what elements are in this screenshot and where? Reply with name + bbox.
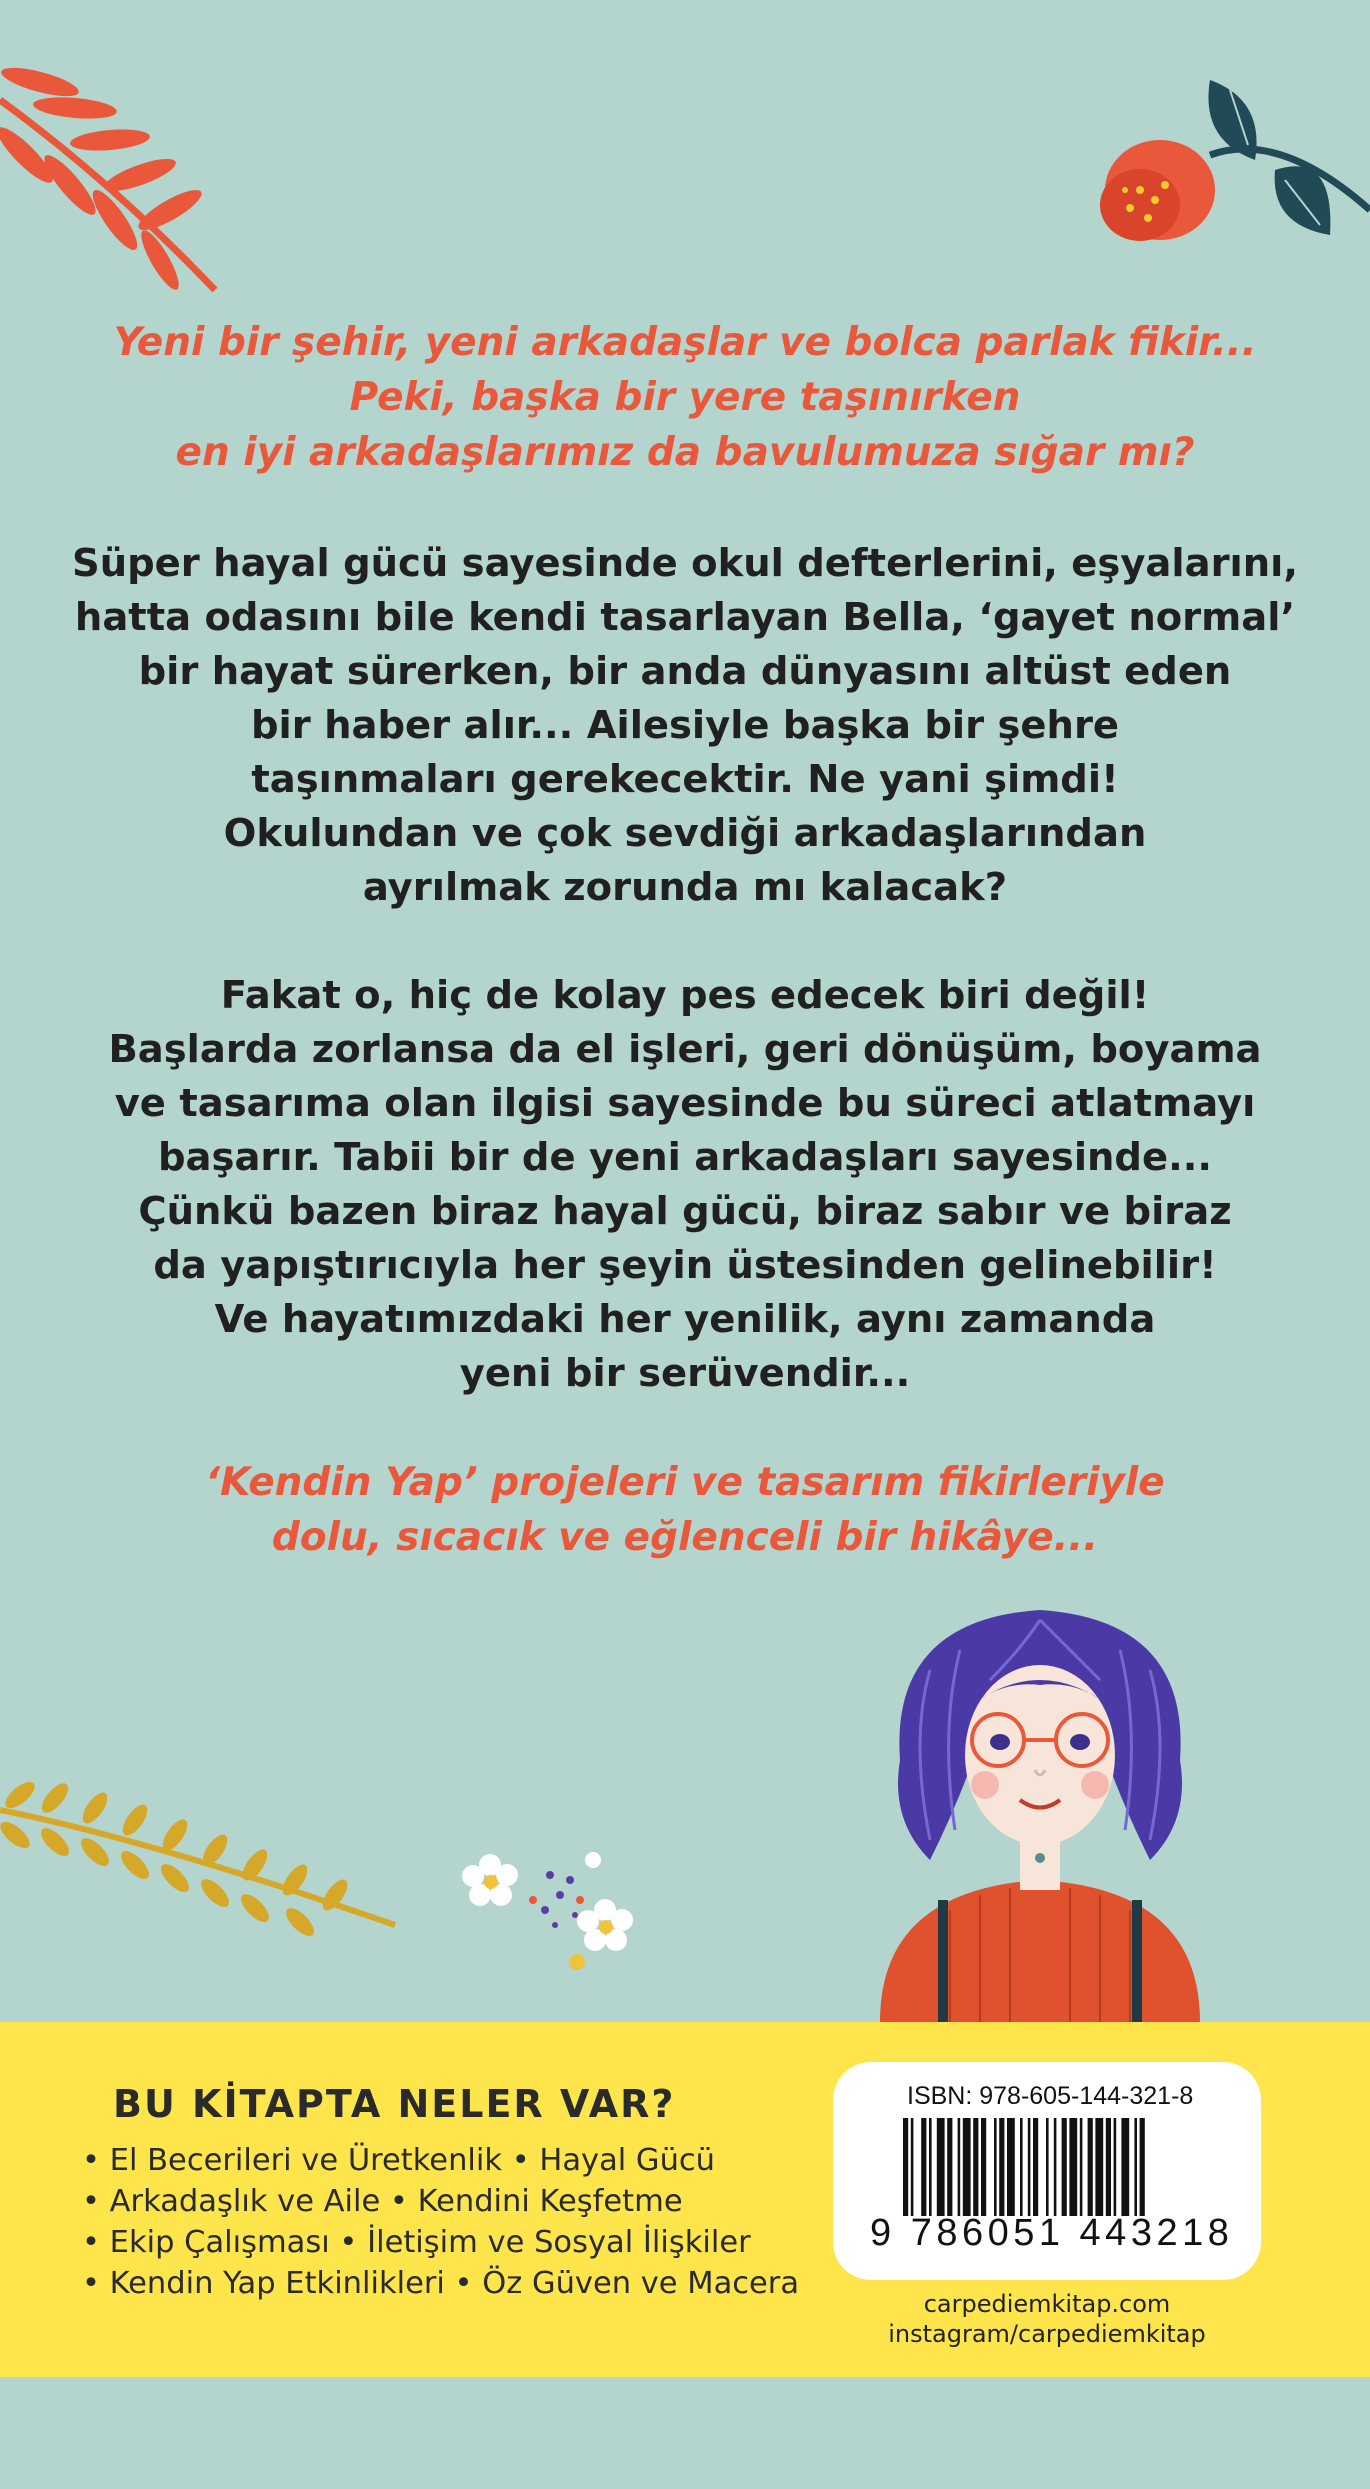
contents-list — [82, 2140, 799, 2304]
closing-tagline — [0, 1455, 1370, 1565]
barcode-bar — [1028, 2118, 1031, 2216]
paragraph-line: bir hayat sürerken, bir anda dünyasını altüst eden — [138, 649, 1232, 694]
barcode-bar — [1020, 2118, 1023, 2216]
closing-line: dolu, sıcacık ve eğlenceli bir hikâye... — [271, 1515, 1099, 1560]
isbn-label: ISBN: 978-605-144-321-8 — [907, 2082, 1194, 2110]
barcode-bar — [981, 2118, 986, 2216]
barcode-bars — [903, 2118, 1218, 2216]
publisher-instagram: instagram/carpediemkitap — [888, 2320, 1206, 2348]
list-item: • Arkadaşlık ve Aile • Kendini Keşfetme — [82, 2184, 683, 2219]
yellow-leaf-branch-illustration — [0, 1750, 410, 1950]
barcode-bar — [1088, 2118, 1093, 2216]
barcode-bar — [1121, 2118, 1129, 2216]
barcode-bar — [1054, 2118, 1057, 2216]
barcode-bar — [1033, 2118, 1038, 2216]
barcode-bar — [911, 2118, 914, 2216]
paragraph-line: Okulundan ve çok sevdiği arkadaşlarından — [223, 811, 1147, 856]
red-flower-illustration — [1080, 60, 1370, 260]
barcode-digits: 9 786051 443218 — [870, 2212, 1234, 2254]
barcode-bar — [1095, 2118, 1103, 2216]
paragraph-line: ayrılmak zorunda mı kalacak? — [362, 865, 1008, 910]
tagline-line: en iyi arkadaşlarımız da bavulumuza sığar mı? — [175, 430, 1195, 475]
barcode-bar — [1046, 2118, 1049, 2216]
barcode-bar — [963, 2118, 971, 2216]
description-paragraph-2 — [0, 969, 1370, 1401]
paragraph-line: Ve hayatımızdaki her yenilik, aynı zamanda — [214, 1297, 1156, 1342]
publisher-website: carpediemkitap.com — [923, 2290, 1171, 2318]
paragraph-line: ve tasarıma olan ilgisi sayesinde bu süreci atlatmayı — [114, 1081, 1256, 1126]
barcode-bar — [947, 2118, 952, 2216]
description-paragraph-1 — [0, 537, 1370, 915]
barcode-bar — [1106, 2118, 1111, 2216]
paragraph-line: hatta odasını bile kendi tasarlayan Bella, ‘gayet normal’ — [74, 595, 1296, 640]
barcode-bar — [937, 2118, 945, 2216]
paragraph-line: Fakat o, hiç de kolay pes edecek biri değil! — [220, 973, 1150, 1018]
barcode-bar — [929, 2118, 932, 2216]
tagline-line: Yeni bir şehir, yeni arkadaşlar ve bolca parlak fikir... — [113, 320, 1257, 365]
barcode-bar — [921, 2118, 926, 2216]
list-item: • El Becerileri ve Üretkenlik • Hayal Gücü — [82, 2143, 715, 2178]
barcode-bar — [1069, 2118, 1077, 2216]
barcode-bar — [1080, 2118, 1083, 2216]
barcode-bar — [994, 2118, 997, 2216]
paragraph-line: yeni bir serüvendir... — [459, 1351, 911, 1396]
paragraph-line: Çünkü bazen biraz hayal gücü, biraz sabır ve biraz — [138, 1189, 1232, 1234]
barcode-bar — [1134, 2118, 1137, 2216]
list-item: • Ekip Çalışması • İletişim ve Sosyal İlişkiler — [82, 2225, 751, 2260]
paragraph-line: başarır. Tabii bir de yeni arkadaşları sayesinde... — [158, 1135, 1212, 1180]
barcode-bar — [958, 2118, 961, 2216]
barcode-bar — [1140, 2118, 1145, 2216]
barcode-bar — [1114, 2118, 1117, 2216]
contents-title: BU KİTAPTA NELER VAR? — [113, 2082, 676, 2126]
paragraph-line: bir haber alır... Ailesiyle başka bir şehre — [250, 703, 1120, 748]
barcode-bar — [1062, 2118, 1067, 2216]
tagline-line: Peki, başka bir yere taşınırken — [349, 375, 1021, 420]
barcode-bar — [903, 2118, 908, 2216]
closing-line: ‘Kendin Yap’ projeleri ve tasarım fikirleriyle — [205, 1460, 1165, 1505]
tagline — [0, 315, 1370, 480]
bottom-margin — [0, 2377, 1370, 2489]
barcode-bar — [973, 2118, 978, 2216]
orange-leaf-branch-illustration — [0, 60, 240, 300]
list-item: • Kendin Yap Etkinlikleri • Öz Güven ve Macera — [82, 2266, 800, 2301]
barcode-bar — [999, 2118, 1004, 2216]
paragraph-line: da yapıştırıcıyla her şeyin üstesinden gelinebilir! — [153, 1243, 1217, 1288]
girl-character-illustration — [870, 1590, 1210, 2022]
white-flowers-illustration — [455, 1840, 655, 2000]
barcode-bar — [1007, 2118, 1015, 2216]
paragraph-line: Süper hayal gücü sayesinde okul defterlerini, eşyalarını, — [71, 541, 1298, 586]
paragraph-line: taşınmaları gerekecektir. Ne yani şimdi! — [251, 757, 1119, 802]
paragraph-line: Başlarda zorlansa da el işleri, geri dönüşüm, boyama — [108, 1027, 1262, 1072]
